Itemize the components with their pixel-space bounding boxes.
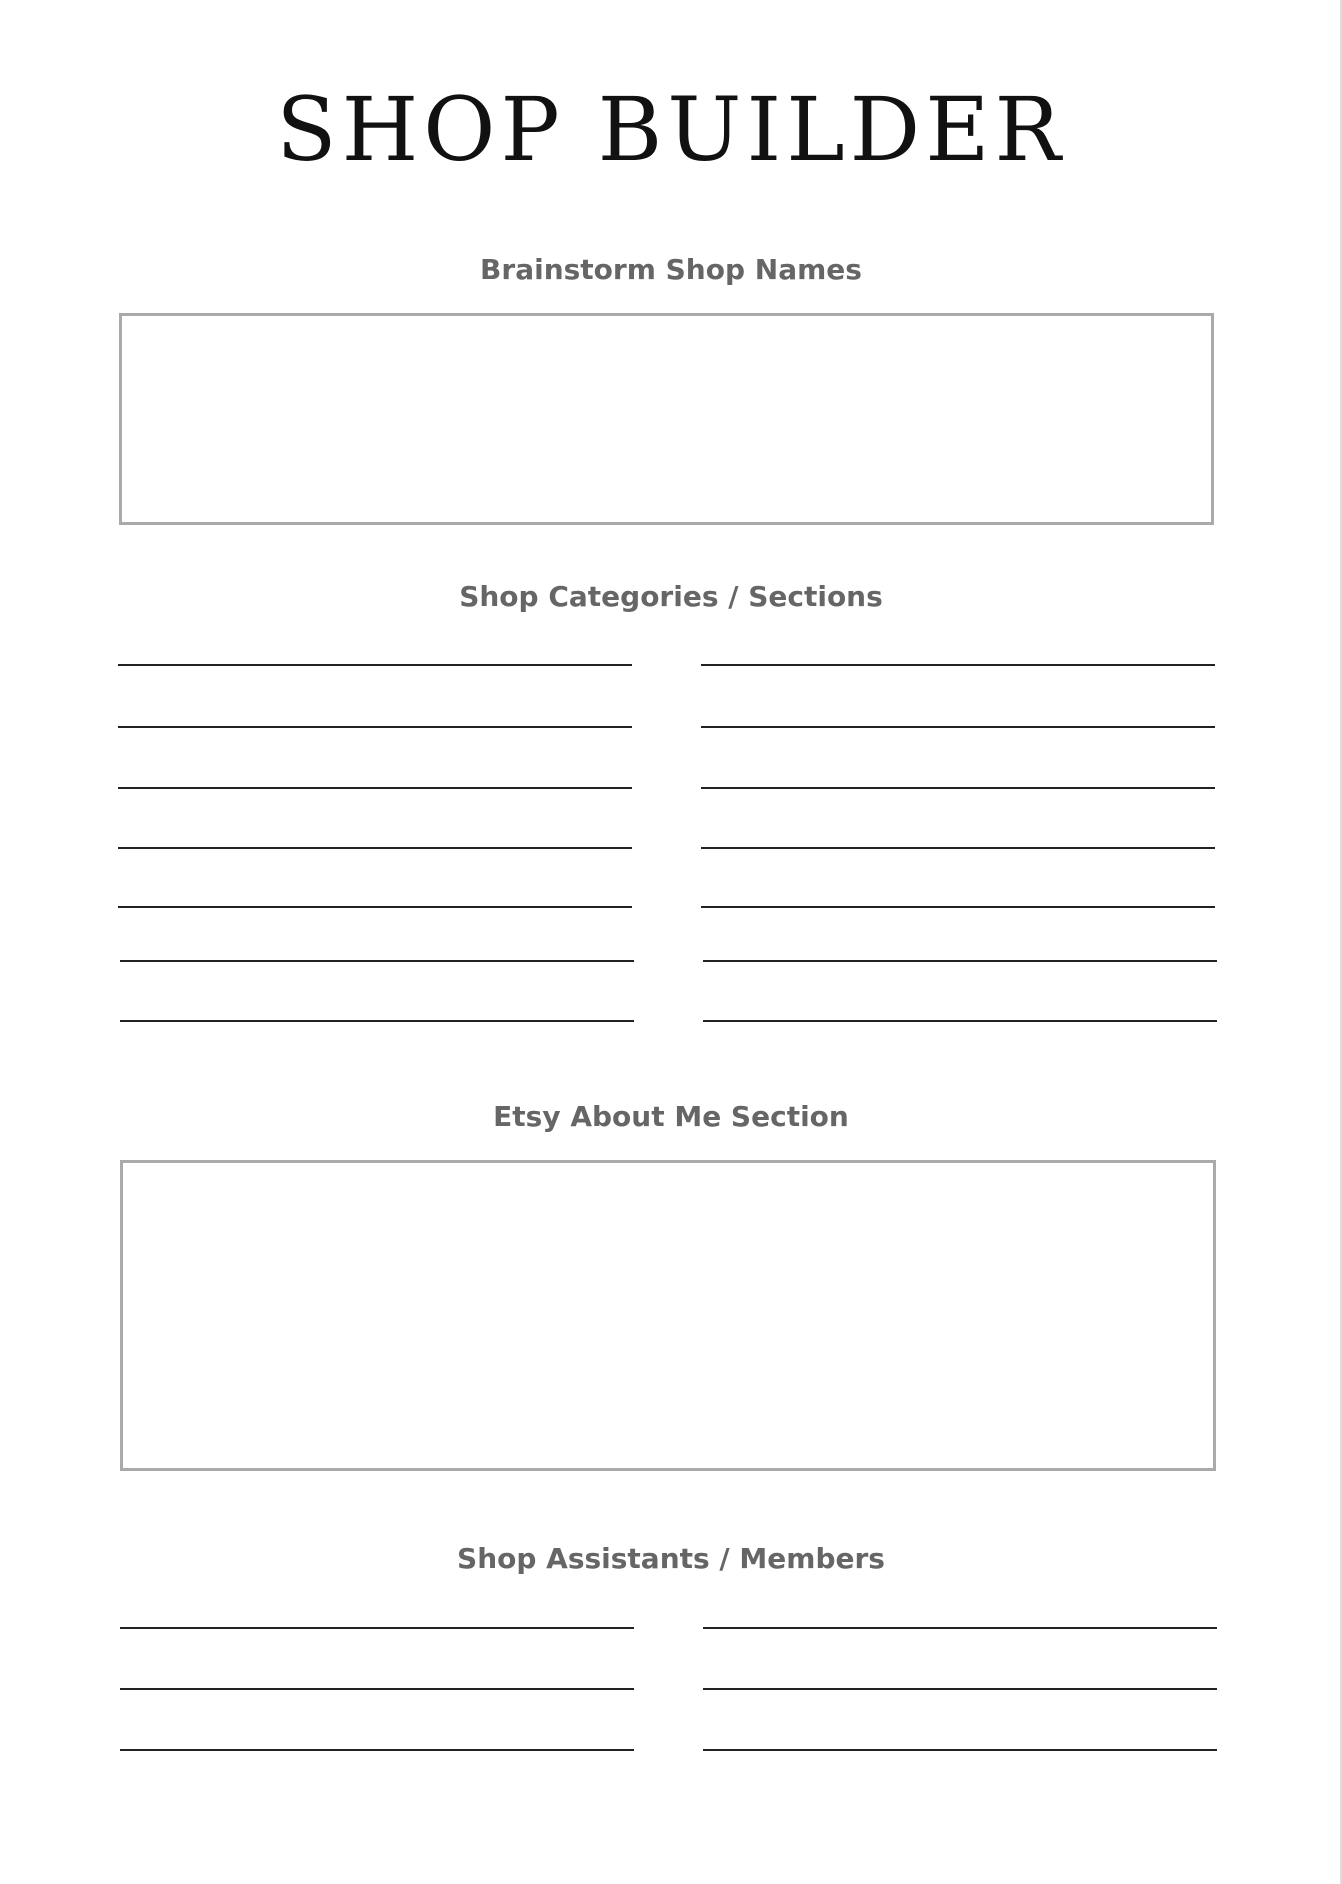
categories-heading: Shop Categories / Sections <box>459 580 883 613</box>
category-line-left-4[interactable] <box>118 847 632 849</box>
assistant-line-right-3[interactable] <box>703 1749 1217 1751</box>
assistant-line-left-2[interactable] <box>120 1688 634 1690</box>
brainstorm-box[interactable] <box>119 313 1214 525</box>
category-line-right-2[interactable] <box>701 726 1215 728</box>
category-line-right-1[interactable] <box>701 664 1215 666</box>
category-line-right-6[interactable] <box>703 960 1217 962</box>
page-title: SHOP BUILDER <box>276 78 1066 181</box>
category-line-left-2[interactable] <box>118 726 632 728</box>
assistant-line-left-3[interactable] <box>120 1749 634 1751</box>
about-heading: Etsy About Me Section <box>493 1100 849 1133</box>
assistants-heading: Shop Assistants / Members <box>457 1542 885 1575</box>
category-line-left-7[interactable] <box>120 1020 634 1022</box>
category-line-right-5[interactable] <box>701 906 1215 908</box>
category-line-right-3[interactable] <box>701 787 1215 789</box>
category-line-left-1[interactable] <box>118 664 632 666</box>
assistant-line-right-1[interactable] <box>703 1627 1217 1629</box>
assistant-line-left-1[interactable] <box>120 1627 634 1629</box>
category-line-left-3[interactable] <box>118 787 632 789</box>
about-box[interactable] <box>120 1160 1216 1471</box>
category-line-left-5[interactable] <box>118 906 632 908</box>
assistant-line-right-2[interactable] <box>703 1688 1217 1690</box>
category-line-right-7[interactable] <box>703 1020 1217 1022</box>
category-line-right-4[interactable] <box>701 847 1215 849</box>
category-line-left-6[interactable] <box>120 960 634 962</box>
brainstorm-heading: Brainstorm Shop Names <box>480 253 862 286</box>
